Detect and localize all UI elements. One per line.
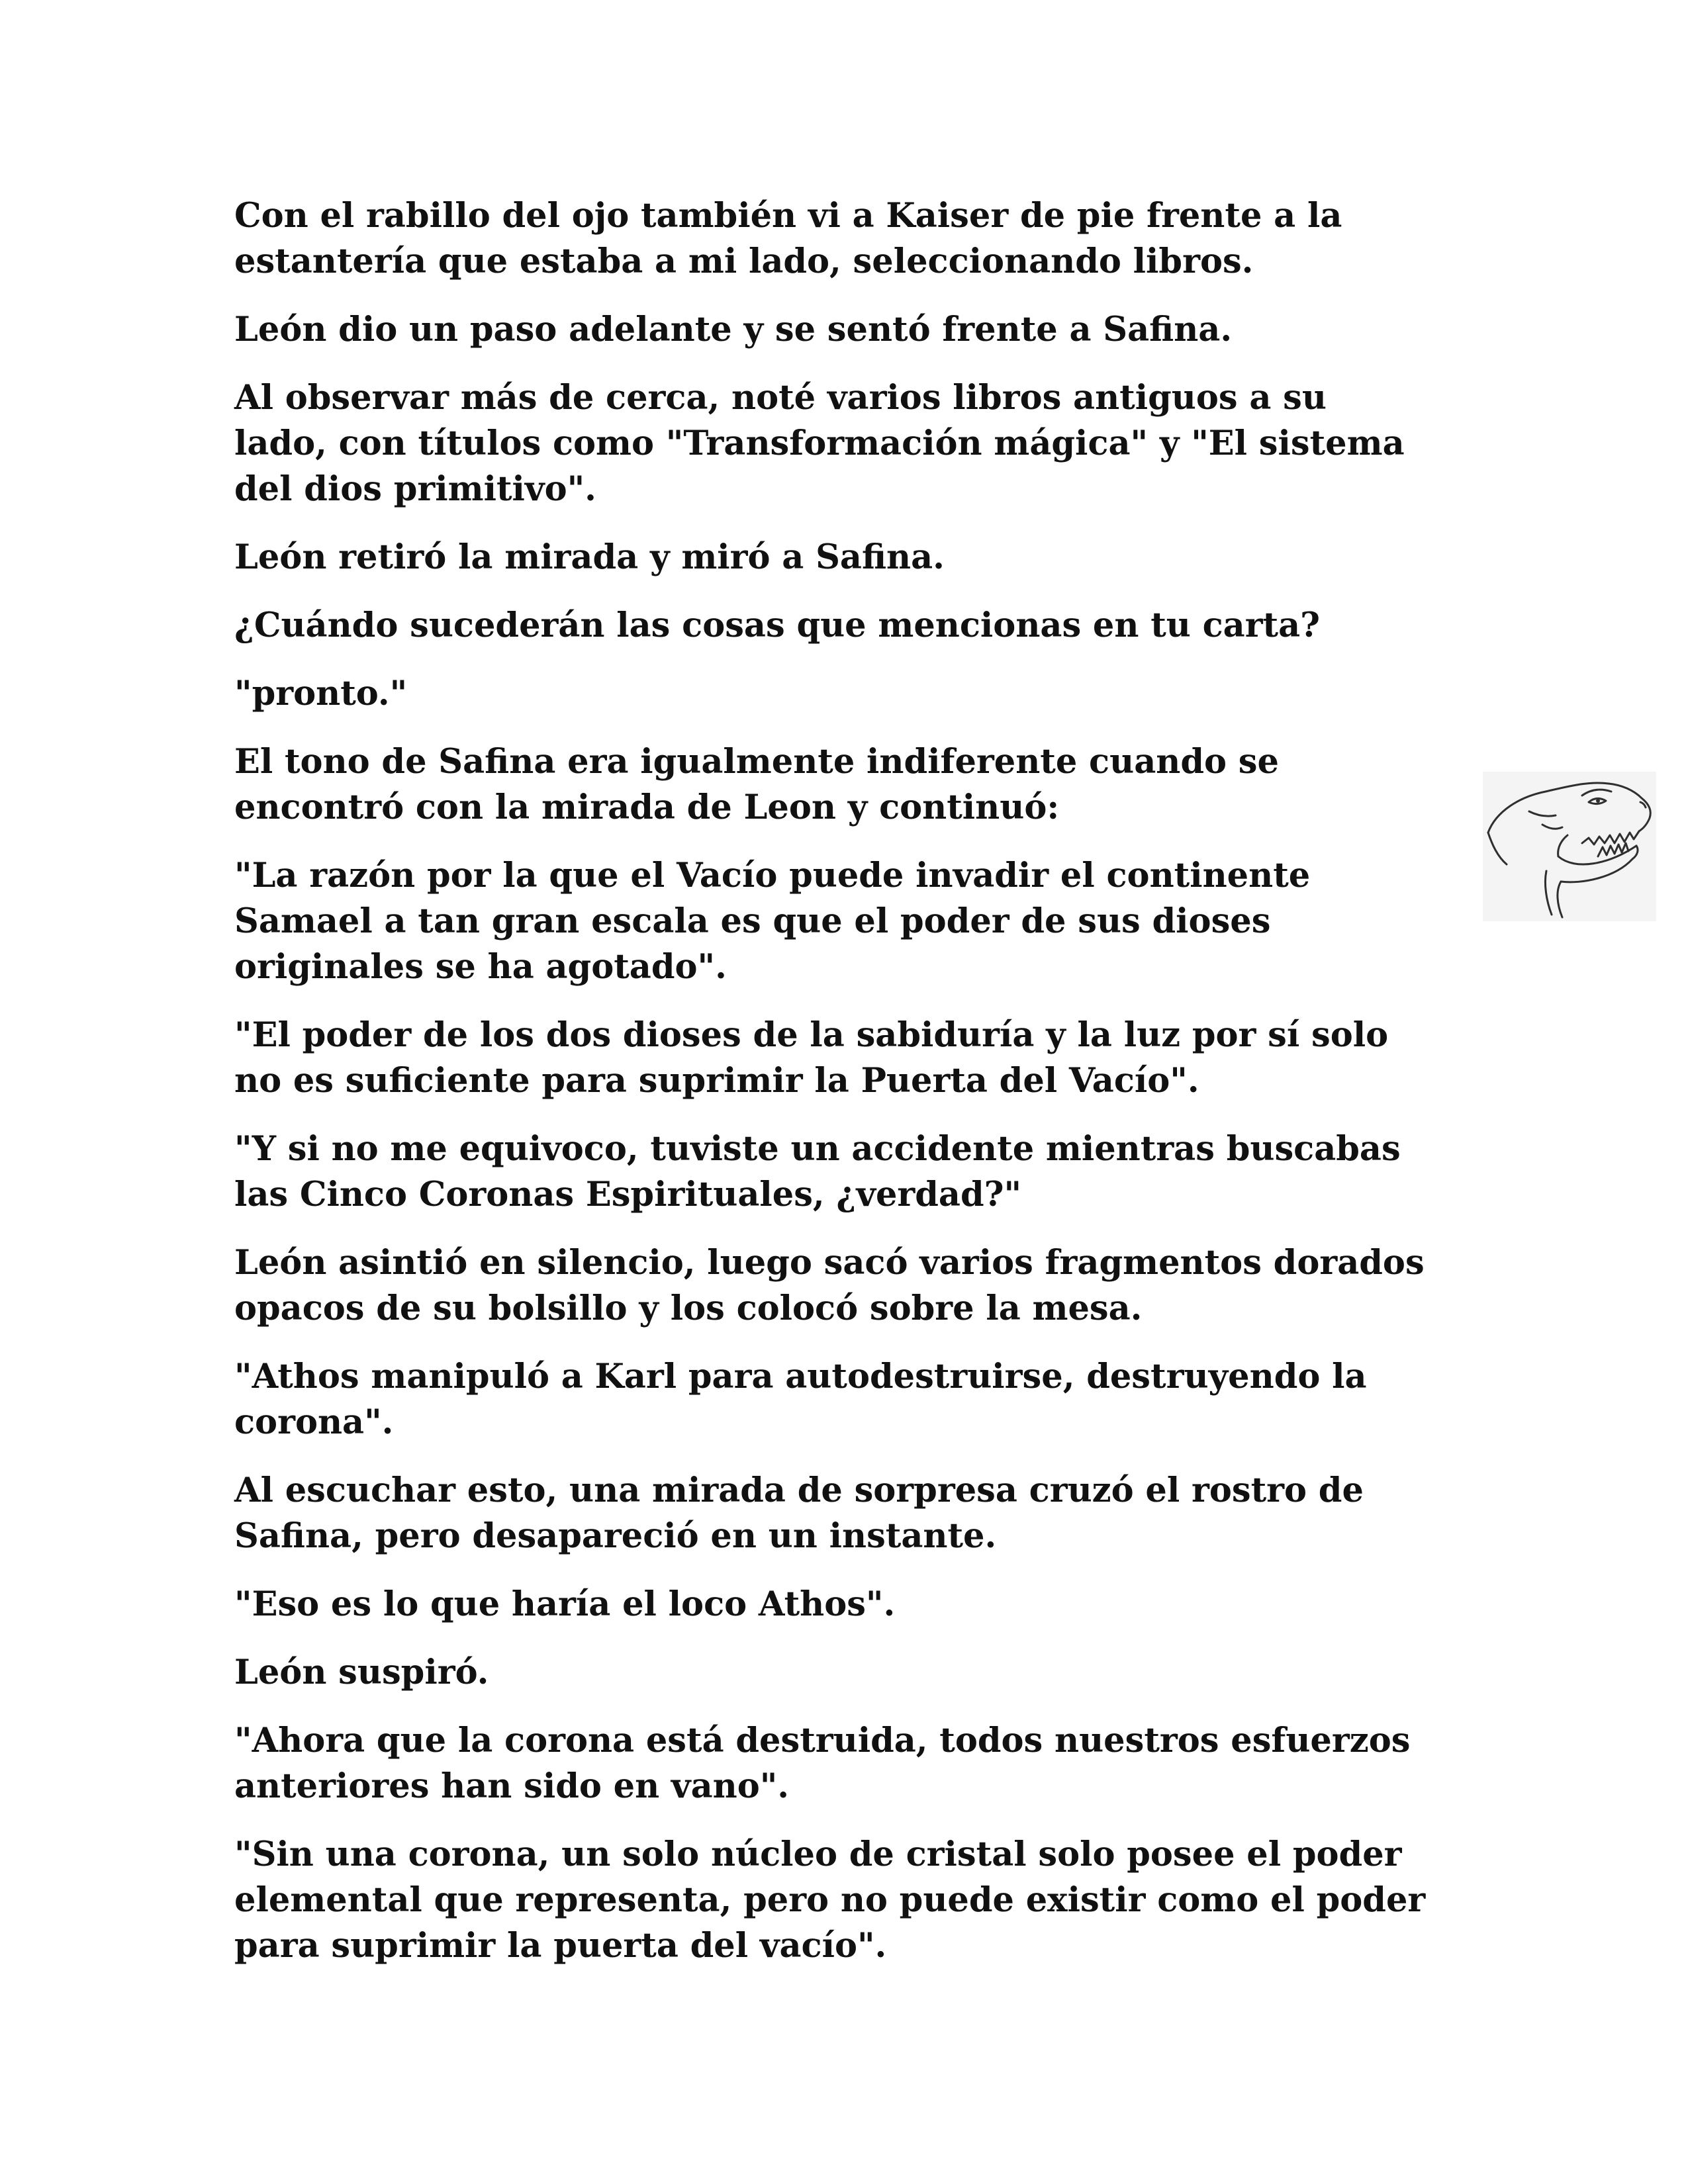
paragraph [234,1468,1558,1559]
paragraph [234,853,1558,990]
paragraph-line: ¿Cuándo sucederán las cosas que mencionas en tu carta? [234,606,1321,645]
paragraph [234,1240,1558,1332]
paragraph-line: "pronto." [234,674,408,713]
paragraph-line: estantería que estaba a mi lado, seleccionando libros. [234,242,1254,281]
paragraph-line: "Sin una corona, un solo núcleo de cristal solo posee el poder [234,1835,1402,1874]
paragraph-line: León dio un paso adelante y se sentó frente a Safina. [234,310,1233,349]
paragraph [234,1582,1558,1627]
paragraph-line: encontró con la mirada de Leon y continuó: [234,788,1060,827]
paragraph [234,1718,1558,1809]
paragraph [234,1126,1558,1218]
paragraph-line: León suspiró. [234,1653,489,1692]
paragraph [234,307,1558,353]
paragraph-line: León asintió en silencio, luego sacó varios fragmentos dorados [234,1243,1425,1283]
paragraph-line: lado, con títulos como "Transformación mágica" y "El sistema [234,424,1405,463]
paragraph [234,1354,1558,1445]
paragraph-line: Al escuchar esto, una mirada de sorpresa cruzó el rostro de [234,1471,1364,1510]
paragraph [234,1650,1558,1696]
paragraph-line: originales se ha agotado". [234,947,727,987]
paragraph-line: "Athos manipuló a Karl para autodestruirse, destruyendo la [234,1357,1367,1396]
paragraph [234,193,1558,285]
paragraph [234,671,1558,717]
paragraph-line: Con el rabillo del ojo también vi a Kaiser de pie frente a la [234,196,1342,236]
paragraph [234,375,1558,512]
paragraph-line: Samael a tan gran escala es que el poder de sus dioses [234,901,1271,941]
paragraph-line: para suprimir la puerta del vacío". [234,1926,887,1966]
paragraph-line: "La razón por la que el Vacío puede invadir el continente [234,856,1311,895]
paragraph-line: El tono de Safina era igualmente indiferente cuando se [234,742,1279,782]
paragraph-line: las Cinco Coronas Espirituales, ¿verdad?" [234,1175,1022,1214]
paragraph-line: León retiró la mirada y miró a Safina. [234,537,945,577]
paragraph-line: opacos de su bolsillo y los colocó sobre la mesa. [234,1289,1143,1328]
paragraph-line: "Y si no me equivoco, tuviste un accidente mientras buscabas [234,1129,1401,1169]
paragraph-line: Al observar más de cerca, noté varios libros antiguos a su [234,378,1327,418]
paragraph-line: no es suficiente para suprimir la Puerta del Vacío". [234,1061,1199,1101]
paragraph [234,739,1558,831]
paragraph-line: del dios primitivo". [234,469,596,509]
paragraph-line: "Ahora que la corona está destruida, todos nuestros esfuerzos [234,1721,1411,1760]
paragraph-line: Safina, pero desapareció en un instante. [234,1516,997,1556]
paragraph [234,1832,1558,1969]
paragraph [234,603,1558,649]
paragraph-line: elemental que representa, pero no puede existir como el poder [234,1880,1426,1920]
body-text [234,193,1558,1991]
paragraph [234,535,1558,580]
dinosaur-head-icon [1483,772,1656,921]
paragraph-line: "El poder de los dos dioses de la sabiduría y la luz por sí solo [234,1015,1389,1055]
paragraph-line: corona". [234,1402,394,1442]
paragraph-line: anteriores han sido en vano". [234,1766,790,1806]
paragraph [234,1013,1558,1104]
paragraph-line: "Eso es lo que haría el loco Athos". [234,1584,896,1624]
